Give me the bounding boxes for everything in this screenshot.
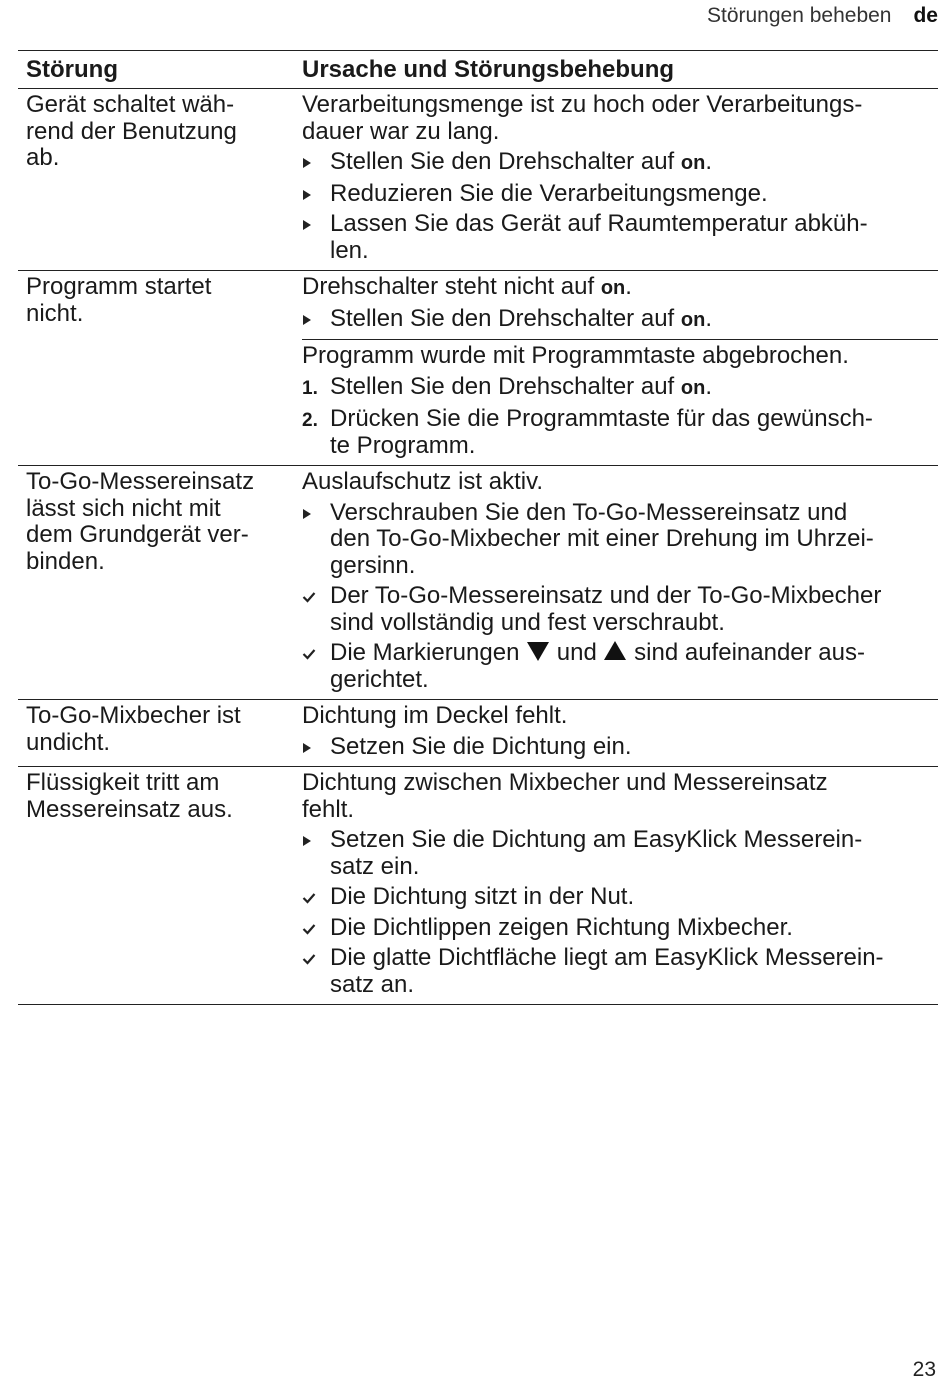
inline-text: Verschrauben Sie den To-Go-Messereinsatz und den To-Go-Mixbecher mit einer Drehung im Uhrzei- gersinn. xyxy=(330,498,874,579)
column-header-fault: Störung xyxy=(26,56,118,83)
cause-text xyxy=(302,767,938,823)
list-item xyxy=(302,211,938,264)
inline-text: Stellen Sie den Drehschalter auf xyxy=(330,148,675,175)
inline-text: Die glatte Dichtfläche liegt am EasyKlick Messerein- satz an. xyxy=(330,944,884,998)
cause-block xyxy=(302,89,938,270)
on-label: on xyxy=(680,308,706,331)
arrow-bullet-icon xyxy=(302,314,312,326)
fault-cell: Programm startet nicht. xyxy=(26,273,212,327)
list-item-text xyxy=(330,915,938,942)
inline-text: Lassen Sie das Gerät auf Raumtemperatur abküh- len. xyxy=(330,210,868,264)
column-header-cause: Ursache und Störungsbehebung xyxy=(302,56,675,83)
cause-block xyxy=(302,700,938,766)
cause-block xyxy=(302,339,938,465)
list-marker xyxy=(302,500,330,580)
list-item-text xyxy=(330,500,938,580)
check-icon xyxy=(302,591,316,603)
step-number: 2. xyxy=(302,410,318,431)
cause-block xyxy=(302,767,938,1004)
check-icon xyxy=(302,953,316,965)
inline-text: Stellen Sie den Drehschalter auf xyxy=(330,304,675,332)
list-item xyxy=(302,374,938,403)
list-item-text xyxy=(330,306,938,334)
triangle-up-icon xyxy=(603,640,627,662)
fault-cell: To-Go-Mixbecher ist undicht. xyxy=(26,702,241,756)
inline-text: Drücken Sie die Programmtaste für das gewünsch- te Programm. xyxy=(330,405,873,459)
arrow-bullet-icon xyxy=(302,189,312,201)
list-item-text xyxy=(330,945,938,998)
cause-label: Auslaufschutz ist aktiv. xyxy=(302,468,543,495)
list-item xyxy=(302,640,938,693)
list-marker xyxy=(302,149,330,177)
cause-block xyxy=(302,466,938,699)
fault-cell: Flüssigkeit tritt am Messereinsatz aus. xyxy=(26,769,233,823)
inline-text: Der To-Go-Messereinsatz und der To-Go-Mixbecher sind vollständig und fest verschraubt. xyxy=(330,582,882,636)
list-marker xyxy=(302,306,330,334)
list-item xyxy=(302,149,938,177)
list-item-text xyxy=(330,583,938,636)
list-marker xyxy=(302,884,330,911)
list-item xyxy=(302,915,938,942)
list-item xyxy=(302,827,938,880)
table-body xyxy=(18,89,938,1005)
arrow-bullet-icon xyxy=(302,835,312,847)
list-item-text xyxy=(330,640,938,693)
inline-text: Stellen Sie den Drehschalter auf xyxy=(330,372,675,400)
list-item-text xyxy=(330,884,938,911)
arrow-bullet-icon xyxy=(302,157,312,169)
cause-text xyxy=(302,89,938,145)
inline-text: Die Markierungen xyxy=(330,639,520,666)
list-marker xyxy=(302,734,330,761)
list-marker xyxy=(302,374,330,403)
list-item xyxy=(302,500,938,580)
list-item xyxy=(302,406,938,459)
list-marker xyxy=(302,181,330,208)
inline-text: sind aufeinander aus- gerichtet. xyxy=(330,639,865,693)
cause-label: Dichtung zwischen Mixbecher und Messereinsatz fehlt. xyxy=(302,769,828,823)
language-code: de xyxy=(913,4,938,27)
list-item-text xyxy=(330,374,938,403)
cause-cell xyxy=(302,700,938,766)
inline-text: Setzen Sie die Dichtung am EasyKlick Messerein- satz ein. xyxy=(330,826,863,880)
on-label: on xyxy=(680,376,706,399)
list-item xyxy=(302,181,938,208)
cause-cell xyxy=(302,89,938,270)
list-item-text xyxy=(330,211,938,264)
on-label: on xyxy=(680,152,706,174)
inline-text: Die Dichtung sitzt in der Nut. xyxy=(330,883,635,910)
list-marker xyxy=(302,583,330,636)
list-item xyxy=(302,583,938,636)
punctuation: . xyxy=(705,304,712,332)
table-row xyxy=(18,700,938,767)
cause-label: Dichtung im Deckel fehlt. xyxy=(302,702,568,729)
punctuation: . xyxy=(705,372,712,400)
inline-text: Die Dichtlippen zeigen Richtung Mixbecher. xyxy=(330,913,793,941)
list-item xyxy=(302,945,938,998)
arrow-bullet-icon xyxy=(302,508,312,520)
cause-text xyxy=(302,466,938,496)
list-marker xyxy=(302,211,330,264)
section-title: Störungen beheben xyxy=(706,4,892,27)
page-number: 23 xyxy=(912,1358,936,1381)
step-number: 1. xyxy=(302,377,318,399)
list-item xyxy=(302,884,938,911)
list-item-text xyxy=(330,406,938,459)
list-item-text xyxy=(330,181,938,208)
troubleshooting-table xyxy=(18,50,938,1005)
check-icon xyxy=(302,923,316,935)
list-item-text xyxy=(330,734,938,761)
list-item-text xyxy=(330,827,938,880)
on-label: on xyxy=(600,277,626,299)
punctuation: . xyxy=(625,273,632,300)
list-marker xyxy=(302,827,330,880)
cause-cell xyxy=(302,767,938,1004)
cause-text xyxy=(302,340,938,370)
table-row xyxy=(18,271,938,466)
list-marker xyxy=(302,915,330,942)
list-item xyxy=(302,306,938,334)
triangle-down-icon xyxy=(526,640,550,662)
check-icon xyxy=(302,648,316,660)
table-header-row xyxy=(18,51,938,89)
punctuation: . xyxy=(705,148,712,175)
arrow-bullet-icon xyxy=(302,742,312,754)
page-header xyxy=(707,4,938,28)
table-row xyxy=(18,89,938,271)
cause-cell xyxy=(302,271,938,465)
table-row xyxy=(18,767,938,1005)
arrow-bullet-icon xyxy=(302,219,312,231)
cause-block xyxy=(302,271,938,339)
list-marker xyxy=(302,406,330,459)
list-item xyxy=(302,734,938,761)
cause-label: Drehschalter steht nicht auf xyxy=(302,273,595,300)
cause-text xyxy=(302,700,938,730)
cause-label: Verarbeitungsmenge ist zu hoch oder Verarbeitungs- dauer war zu lang. xyxy=(302,91,863,145)
table-row xyxy=(18,466,938,700)
cause-text xyxy=(302,271,938,302)
list-marker xyxy=(302,640,330,693)
list-item-text xyxy=(330,149,938,177)
cause-cell xyxy=(302,466,938,699)
cause-label: Programm wurde mit Programmtaste abgebrochen. xyxy=(302,342,849,369)
inline-text: Reduzieren Sie die Verarbeitungsmenge. xyxy=(330,179,768,207)
inline-text: und xyxy=(556,639,597,666)
fault-cell: To-Go-Messereinsatz lässt sich nicht mit dem Grundgerät ver- binden. xyxy=(26,468,255,575)
fault-cell: Gerät schaltet wäh- rend der Benutzung ab. xyxy=(26,91,237,171)
list-marker xyxy=(302,945,330,998)
check-icon xyxy=(302,892,316,904)
inline-text: Setzen Sie die Dichtung ein. xyxy=(330,732,632,760)
